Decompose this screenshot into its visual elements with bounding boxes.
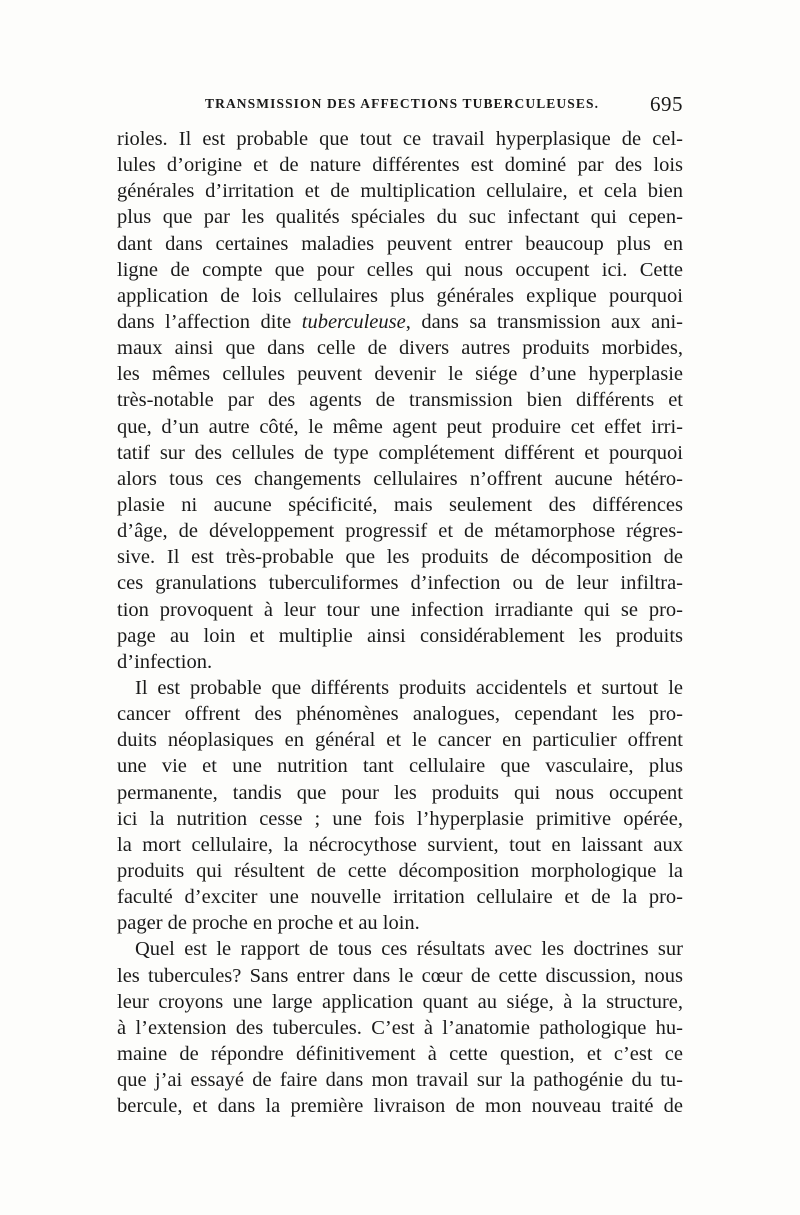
text-line: que j’ai essayé de faire dans mon travail sur la pathogénie du tu- — [117, 1069, 683, 1092]
text-line: tion provoquent à leur tour une infection irradiante qui se pro- — [117, 598, 683, 621]
text-line: page au loin et multiplie ainsi considérablement les produits — [117, 624, 683, 647]
text-line: sive. Il est très-probable que les produits de décomposition de — [117, 546, 683, 569]
text-line: bercule, et dans la première livraison de mon nouveau traité de — [117, 1095, 683, 1118]
text-line: lules d’origine et de nature différentes est dominé par des lois — [117, 154, 683, 177]
text-line: une vie et une nutrition tant cellulaire que vasculaire, plus — [117, 755, 683, 778]
text-line: Quel est le rapport de tous ces résultats avec les doctrines sur — [135, 938, 683, 961]
text-line: dant dans certaines maladies peuvent entrer beaucoup plus en — [117, 232, 683, 255]
text-line: tatif sur des cellules de type complétement différent et pourquoi — [117, 441, 683, 464]
text-line: d’âge, de développement progressif et de métamorphose régres- — [117, 520, 683, 543]
text-line: pager de proche en proche et au loin. — [117, 912, 420, 935]
text-line: application de lois cellulaires plus générales explique pourquoi — [117, 284, 683, 307]
text-line: rioles. Il est probable que tout ce travail hyperplasique de cel- — [117, 128, 683, 150]
text-line: alors tous ces changements cellulaires n’offrent aucune hétéro- — [117, 467, 683, 490]
text-line: maine de répondre définitivement à cette question, et c’est ce — [117, 1042, 683, 1065]
text-line: plus que par les qualités spéciales du suc infectant qui cepen- — [117, 206, 683, 229]
text-line: ici la nutrition cesse ; une fois l’hyperplasie primitive opérée, — [117, 807, 683, 830]
text-line: d’infection. — [117, 650, 213, 673]
text-line: très-notable par des agents de transmission bien différents et — [117, 389, 683, 412]
italic-term: tuberculeuse — [301, 310, 406, 333]
text-line: duits néoplasiques en général et le cancer en particulier offrent — [117, 729, 683, 752]
text-line: la mort cellulaire, la nécrocythose survient, tout en laissant aux — [117, 833, 683, 856]
text-line: Il est probable que différents produits accidentels et surtout le — [135, 676, 683, 699]
text-line: dans l’affection dite tuberculeuse, dans sa transmission aux ani- — [117, 310, 684, 333]
text-line: les mêmes cellules peuvent devenir le siége d’une hyperplasie — [117, 363, 683, 386]
text-line: les tubercules? Sans entrer dans le cœur de cette discussion, nous — [117, 964, 683, 987]
text-line: produits qui résultent de cette décomposition morphologique la — [117, 859, 683, 882]
text-line: maux ainsi que dans celle de divers autres produits morbides, — [117, 337, 683, 360]
text-line: ces granulations tuberculiformes d’infection ou de leur infiltra- — [117, 572, 683, 595]
text-line: générales d’irritation et de multiplication cellulaire, et cela bien — [117, 180, 683, 203]
text-line: permanente, tandis que pour les produits qui nous occupent — [117, 781, 683, 804]
text-line: à l’extension des tubercules. C’est à l’anatomie pathologique hu- — [117, 1016, 683, 1039]
body-text — [117, 126, 683, 1119]
text-line: plasie ni aucune spécificité, mais seulement des différences — [117, 493, 683, 516]
text-line: faculté d’exciter une nouvelle irritation cellulaire et de la pro- — [117, 886, 683, 909]
running-head — [117, 92, 683, 118]
text-line: ligne de compte que pour celles qui nous occupent ici. Cette — [117, 258, 683, 281]
running-title: TRANSMISSION DES AFFECTIONS TUBERCULEUSES. — [205, 96, 600, 111]
text-line: que, d’un autre côté, le même agent peut produire cet effet irri- — [117, 415, 683, 438]
text-line: cancer offrent des phénomènes analogues, cependant les pro- — [117, 703, 683, 726]
page-number: 695 — [650, 92, 683, 116]
text-line: leur croyons une large application quant au siége, à la structure, — [117, 990, 683, 1013]
